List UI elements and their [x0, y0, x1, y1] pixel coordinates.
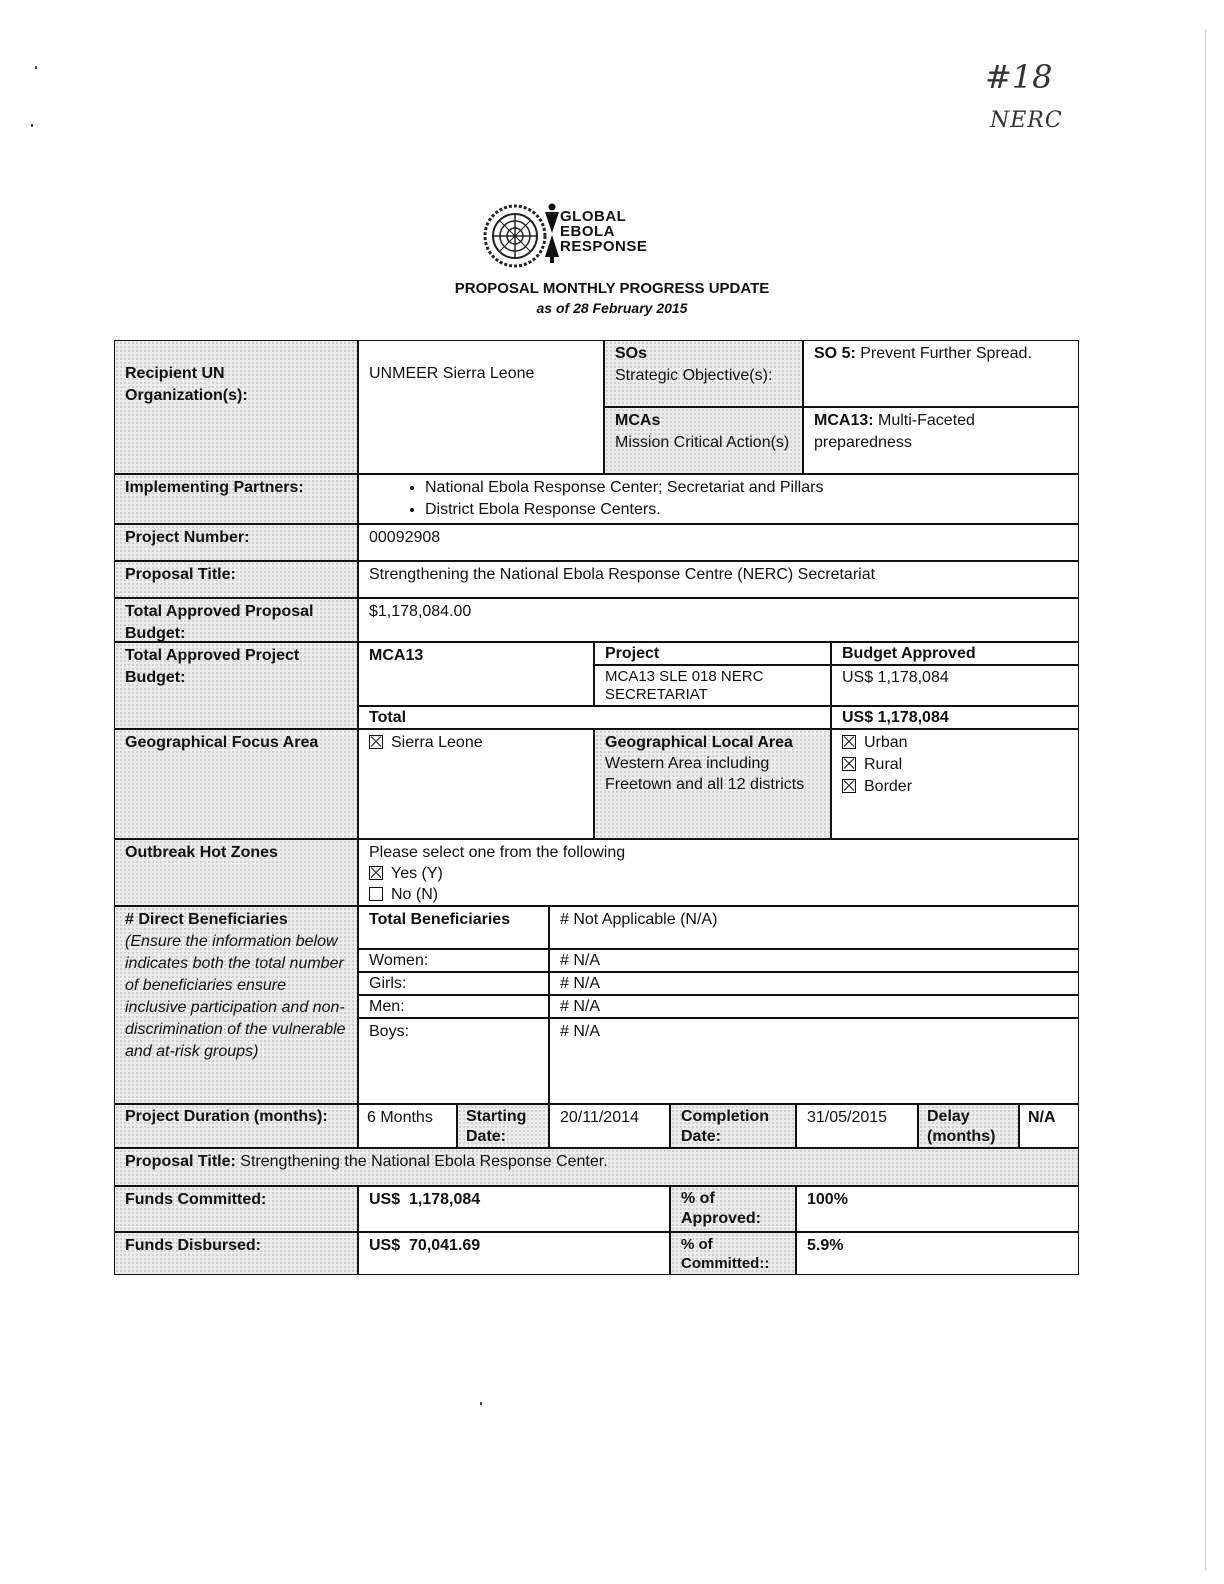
beneficiaries-label-cell	[114, 906, 358, 1104]
handwritten-note: NERC	[990, 108, 1063, 133]
beneficiaries-men-label: Men:	[358, 995, 549, 1018]
checkbox-checked-icon[interactable]	[369, 735, 383, 749]
pct-approved-label: % of Approved:	[670, 1186, 796, 1232]
start-date-label: Starting Date:	[457, 1104, 549, 1148]
hotzones-label: Outbreak Hot Zones	[114, 839, 358, 906]
project-budget-col-mca: MCA13	[358, 642, 594, 706]
project-budget-amount: US$ 1,178,084	[831, 665, 1079, 706]
proposal-title-label: Proposal Title:	[114, 561, 358, 598]
partner-item: • District Ebola Response Centers.	[425, 499, 1068, 521]
project-budget-col-budget: Budget Approved	[831, 642, 1079, 665]
logo-text: GLOBAL EBOLA RESPONSE	[560, 208, 648, 255]
beneficiaries-total-value: # Not Applicable (N/A)	[549, 906, 1079, 949]
geo-country-cell	[358, 729, 594, 839]
beneficiaries-men-value: # N/A	[549, 995, 1079, 1018]
geo-local-label: Geographical Local Area	[605, 734, 793, 751]
geo-country: Sierra Leone	[391, 734, 483, 751]
geo-area-options	[831, 729, 1079, 839]
completion-date-value: 31/05/2015	[796, 1104, 918, 1148]
pct-committed-value: 5.9%	[796, 1232, 1079, 1275]
hotzones-prompt: Please select one from the following	[369, 844, 626, 861]
geo-focus-label: Geographical Focus Area	[114, 729, 358, 839]
pct-committed-label: % of Committed::	[670, 1232, 796, 1275]
project-budget-label: Total Approved Project Budget:	[114, 642, 358, 729]
hotzones-no: No (N)	[391, 886, 439, 903]
funds-committed-value: US$ 1,178,084	[358, 1186, 670, 1232]
project-budget-total-label: Total	[358, 706, 831, 729]
sos-label-cell: SOs Strategic Objective(s):	[604, 340, 803, 407]
project-budget-col-project: Project	[594, 642, 831, 665]
duration-value: 6 Months	[358, 1104, 457, 1148]
mca-value: MCA13: Multi-Faceted preparedness	[803, 407, 1079, 474]
delay-value: N/A	[1019, 1104, 1079, 1148]
hotzones-yes: Yes (Y)	[391, 865, 443, 882]
scan-speck	[480, 1402, 482, 1405]
beneficiaries-boys-value: # N/A	[549, 1018, 1079, 1104]
proposal-title-value: Strengthening the National Ebola Response Centre (NERC) Secretariat	[358, 561, 1079, 598]
geo-opt-border: Border	[864, 778, 913, 795]
partners-label: Implementing Partners:	[114, 474, 358, 524]
scan-speck	[35, 66, 37, 69]
total-budget-value: $1,178,084.00	[358, 598, 1079, 642]
mcas-label-cell: MCAs Mission Critical Action(s)	[604, 407, 803, 474]
proposal-title-2-label: Proposal Title:	[125, 1153, 236, 1170]
beneficiaries-boys-label: Boys:	[358, 1018, 549, 1104]
geo-opt-rural: Rural	[864, 756, 903, 773]
project-number-value: 00092908	[358, 524, 1079, 561]
checkbox-checked-icon[interactable]	[842, 735, 856, 749]
checkbox-checked-icon[interactable]	[369, 866, 383, 880]
beneficiaries-girls-label: Girls:	[358, 972, 549, 995]
proposal-title-row	[114, 1148, 1079, 1186]
funds-disbursed-value: US$ 70,041.69	[358, 1232, 670, 1275]
geo-opt-urban: Urban	[864, 734, 908, 751]
geo-local-value: Western Area including Freetown and all 12 districts	[605, 755, 805, 793]
delay-label: Delay (months)	[918, 1104, 1019, 1148]
beneficiaries-women-label: Women:	[358, 949, 549, 972]
geo-local-cell	[594, 729, 831, 839]
un-emblem-icon	[482, 203, 548, 269]
beneficiaries-women-value: # N/A	[549, 949, 1079, 972]
checkbox-checked-icon[interactable]	[842, 779, 856, 793]
funds-committed-label: Funds Committed:	[114, 1186, 358, 1232]
pct-approved-value: 100%	[796, 1186, 1079, 1232]
hotzones-value	[358, 839, 1079, 906]
project-budget-total-value: US$ 1,178,084	[831, 706, 1079, 729]
partner-item: • National Ebola Response Center; Secretariat and Pillars	[425, 477, 1068, 499]
document-date: as of 28 February 2015	[536, 300, 688, 316]
beneficiaries-label: # Direct Beneficiaries	[125, 911, 288, 928]
proposal-title-2-value: Strengthening the National Ebola Response Center.	[240, 1153, 608, 1170]
beneficiaries-girls-value: # N/A	[549, 972, 1079, 995]
global-ebola-response-logo	[482, 203, 672, 273]
duration-label: Project Duration (months):	[114, 1104, 358, 1148]
recipient-label: Recipient UN Organization(s):	[114, 340, 358, 474]
scan-speck	[31, 124, 33, 127]
beneficiaries-note: (Ensure the information below indicates both the total number of beneficiaries ensure inclusive participation and non-discrimination of the vulnerable and at-risk groups)	[125, 933, 346, 1060]
funds-disbursed-label: Funds Disbursed:	[114, 1232, 358, 1275]
completion-date-label: Completion Date:	[670, 1104, 796, 1148]
so-value: SO 5: Prevent Further Spread.	[803, 340, 1079, 407]
project-number-label: Project Number:	[114, 524, 358, 561]
handwritten-number: #18	[985, 58, 1053, 96]
checkbox-checked-icon[interactable]	[842, 757, 856, 771]
total-budget-label: Total Approved Proposal Budget:	[114, 598, 358, 642]
document-title: PROPOSAL MONTHLY PROGRESS UPDATE	[454, 280, 770, 297]
response-figure-icon	[544, 203, 560, 265]
partners-value	[358, 474, 1079, 524]
project-budget-project-name: MCA13 SLE 018 NERC SECRETARIAT	[594, 665, 831, 706]
start-date-value: 20/11/2014	[549, 1104, 670, 1148]
checkbox-empty-icon[interactable]	[369, 887, 383, 901]
scan-edge-line	[1205, 30, 1206, 1570]
beneficiaries-total-label: Total Beneficiaries	[358, 906, 549, 949]
recipient-value: UNMEER Sierra Leone	[358, 340, 604, 474]
